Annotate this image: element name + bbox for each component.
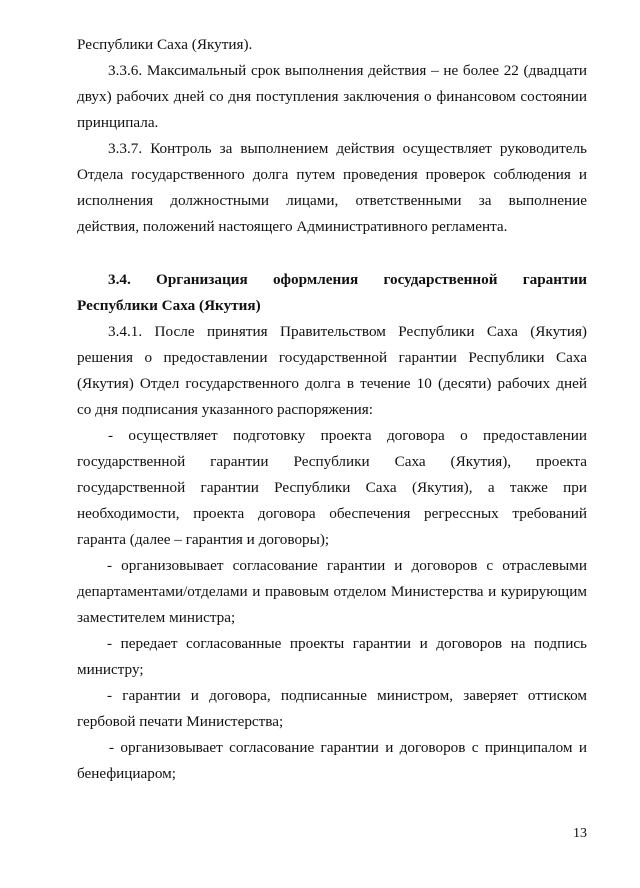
text-line: 3.3.7. Контроль за выполнением действия осуществляет руководитель (108, 140, 587, 157)
list-item (77, 423, 587, 553)
text-line: 3.4.1. После принятия Правительством Республики Саха (Якутия) (108, 323, 587, 340)
text-line: действия, положений настоящего Административного регламента. (77, 218, 508, 235)
text-line: Отдела государственного долга путем проведения проверок соблюдения и (77, 166, 587, 183)
heading-word: государственной (383, 271, 498, 288)
text-line: министру; (77, 661, 144, 678)
document-page (77, 32, 587, 787)
text-line: гаранта (далее – гарантия и договоры); (77, 531, 330, 548)
section-spacer (77, 240, 587, 267)
section-heading-line: Республики Саха (Якутия) (77, 297, 261, 314)
text-line: (Якутия) Отдел государственного долга в течение 10 (десяти) рабочих дней (77, 375, 587, 392)
text-line: принципала. (77, 114, 159, 131)
section-heading (77, 267, 587, 319)
text-line: двух) рабочих дней со дня поступления заключения о финансовом состоянии (77, 88, 587, 105)
page-number: 13 (573, 826, 587, 841)
heading-word: оформления (272, 271, 359, 288)
text-line: - передает согласованные проекты гарантии и договоров на подпись (107, 635, 587, 652)
paragraph-3-3-6 (77, 58, 587, 136)
text-line: государственной гарантии Республики Саха (Якутия), проекта (77, 453, 587, 470)
text-line: Республики Саха (Якутия). (77, 36, 253, 53)
text-line: со дня подписания указанного распоряжения: (77, 401, 373, 418)
heading-word: Организация (156, 271, 248, 288)
heading-word: гарантии (522, 271, 587, 288)
paragraph-3-3-7 (77, 136, 587, 240)
paragraph-3-4-1 (77, 319, 587, 423)
text-line: исполнения должностными лицами, ответственными за выполнение (77, 192, 587, 209)
list-item (77, 683, 587, 735)
text-line: департаментами/отделами и правовым отделом Министерства и курирующим (77, 583, 587, 600)
text-line: бенефициаром; (77, 765, 177, 782)
list-item (77, 631, 587, 683)
list-item (77, 553, 587, 631)
text-line: необходимости, проекта договора обеспечения регрессных требований (77, 505, 587, 522)
section-heading-line (77, 267, 587, 293)
text-line: государственной гарантии Республики Саха (Якутия), а также при (77, 479, 587, 496)
text-line: решения о предоставлении государственной гарантии Республики Саха (77, 349, 587, 366)
text-line: - организовывает согласование гарантии и договоров с принципалом и (109, 739, 587, 756)
text-line: - гарантии и договора, подписанные министром, заверяет оттиском (107, 687, 587, 704)
list-item (77, 735, 587, 787)
text-line: 3.3.6. Максимальный срок выполнения действия – не более 22 (двадцати (108, 62, 587, 79)
section-number: 3.4. (108, 271, 131, 288)
text-line: - организовывает согласование гарантии и договоров с отраслевыми (107, 557, 587, 574)
text-line: гербовой печати Министерства; (77, 713, 284, 730)
text-line: заместителем министра; (77, 609, 236, 626)
text-line: - осуществляет подготовку проекта договора о предоставлении (108, 427, 587, 444)
